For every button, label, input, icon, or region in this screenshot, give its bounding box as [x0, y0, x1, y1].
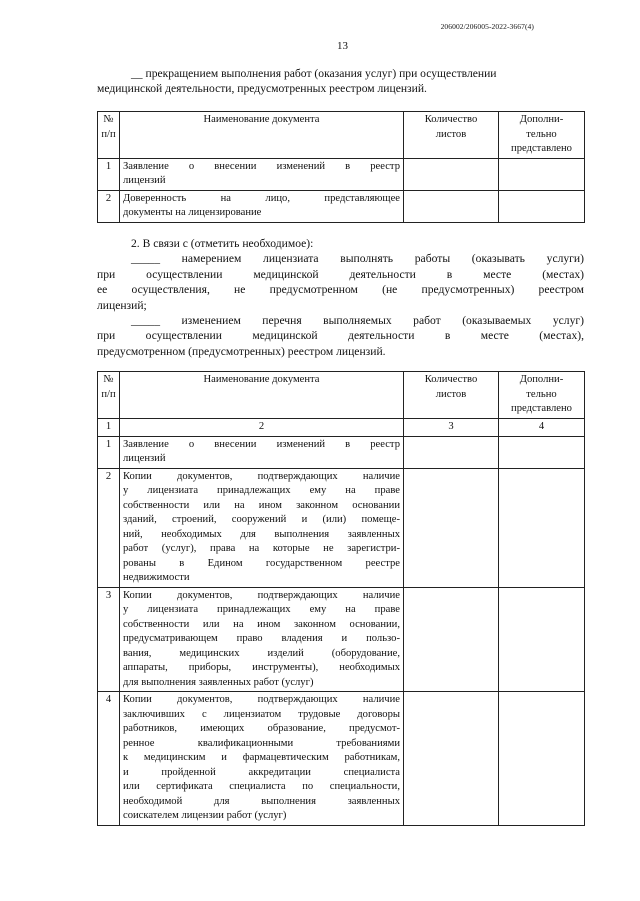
- table-row: [98, 587, 585, 692]
- row-qty: [404, 436, 499, 468]
- row-extra: [499, 692, 585, 826]
- column-index: 2: [120, 419, 404, 437]
- section-2-p2-line: предусмотренном (предусмотренных) реестром лицензий.: [97, 344, 386, 358]
- section-2-p1-line: _____ намерением лицензиата выполнять работы (оказывать услуги): [131, 252, 584, 266]
- header-extra: Дополни- тельно представлено: [499, 372, 585, 419]
- document-id: 206002/206005-2022-3667(4): [440, 22, 534, 31]
- row-qty: [404, 587, 499, 692]
- row-number: 1: [98, 436, 120, 468]
- row-document-name: Заявление о внесении изменений в реестр лицензий: [120, 158, 404, 190]
- row-number: 3: [98, 587, 120, 692]
- table-header-row: [98, 372, 585, 419]
- row-document-name: Доверенность на лицо, представляющее документы на лицензирование: [120, 190, 404, 222]
- row-extra: [499, 436, 585, 468]
- table-row: [98, 468, 585, 587]
- section-2-p2-line: _____ изменением перечня выполняемых работ (оказываемых услуг): [131, 314, 584, 328]
- column-index: 3: [404, 419, 499, 437]
- row-document-name: Копии документов, подтверждающих наличие у лицензиата принадлежащих ему на праве собственности или на ином законном основании зданий, строений, сооружений и (или) помеще- ний, необходимых для выполнения заявленных работ (услуг), права на которые не зарегистри- рованы в Едином государственном реестре недвижимости: [120, 468, 404, 587]
- section-2-p1-line: ее осуществления, не предусмотренном (не предусмотренных) реестром: [97, 283, 584, 297]
- intro-line: медицинской деятельности, предусмотренных реестром лицензий.: [97, 82, 427, 96]
- section-2-p1-line: при осуществлении медицинской деятельности в месте (местах): [97, 267, 584, 281]
- header-name: Наименование документа: [120, 372, 404, 419]
- table-header-row: [98, 112, 585, 159]
- row-number: 2: [98, 190, 120, 222]
- row-extra: [499, 468, 585, 587]
- intro-line: __ прекращением выполнения работ (оказания услуг) при осуществлении: [131, 67, 497, 80]
- header-name: Наименование документа: [120, 112, 404, 159]
- table-row: [98, 436, 585, 468]
- header-num: № п/п: [98, 112, 120, 159]
- section-2-p1-line: лицензий;: [97, 298, 147, 312]
- documents-table-1: [97, 111, 585, 223]
- header-qty: Количество листов: [404, 372, 499, 419]
- row-extra: [499, 587, 585, 692]
- row-qty: [404, 158, 499, 190]
- documents-table-2: [97, 371, 585, 826]
- intro-paragraph: [97, 66, 584, 97]
- row-number: 1: [98, 158, 120, 190]
- table-row: [98, 158, 585, 190]
- section-2: [97, 236, 584, 359]
- column-index: 1: [98, 419, 120, 437]
- table-row: [98, 692, 585, 826]
- row-extra: [499, 190, 585, 222]
- row-document-name: Копии документов, подтверждающих наличие заключивших с лицензиатом трудовые договоры работников, имеющих образование, предусмот- ренное квалификационными требованиями к медицинским и фармацевтическим работникам, и пройденной аккредитации специалиста или сертификата специалиста по специальности, необходимой для выполнения заявленных соискателем лицензии работ (услуг): [120, 692, 404, 826]
- row-qty: [404, 468, 499, 587]
- row-document-name: Заявление о внесении изменений в реестр лицензий: [120, 436, 404, 468]
- column-index-row: [98, 419, 585, 437]
- page-number: 13: [337, 40, 348, 52]
- header-extra: Дополни- тельно представлено: [499, 112, 585, 159]
- row-qty: [404, 190, 499, 222]
- row-document-name: Копии документов, подтверждающих наличие у лицензиата принадлежащих ему на праве собственности или на ином законном основании, предусматривающем право владения и пользо- вания, медицинских изделий (оборудование, аппараты, приборы, инструменты), необходимых для выполнения заявленных работ (услуг): [120, 587, 404, 692]
- header-num: № п/п: [98, 372, 120, 419]
- row-extra: [499, 158, 585, 190]
- row-qty: [404, 692, 499, 826]
- row-number: 2: [98, 468, 120, 587]
- row-number: 4: [98, 692, 120, 826]
- section-2-lead: 2. В связи с (отметить необходимое):: [131, 237, 314, 250]
- table-row: [98, 190, 585, 222]
- column-index: 4: [499, 419, 585, 437]
- section-2-p2-line: при осуществлении медицинской деятельности в месте (местах),: [97, 329, 584, 343]
- header-qty: Количество листов: [404, 112, 499, 159]
